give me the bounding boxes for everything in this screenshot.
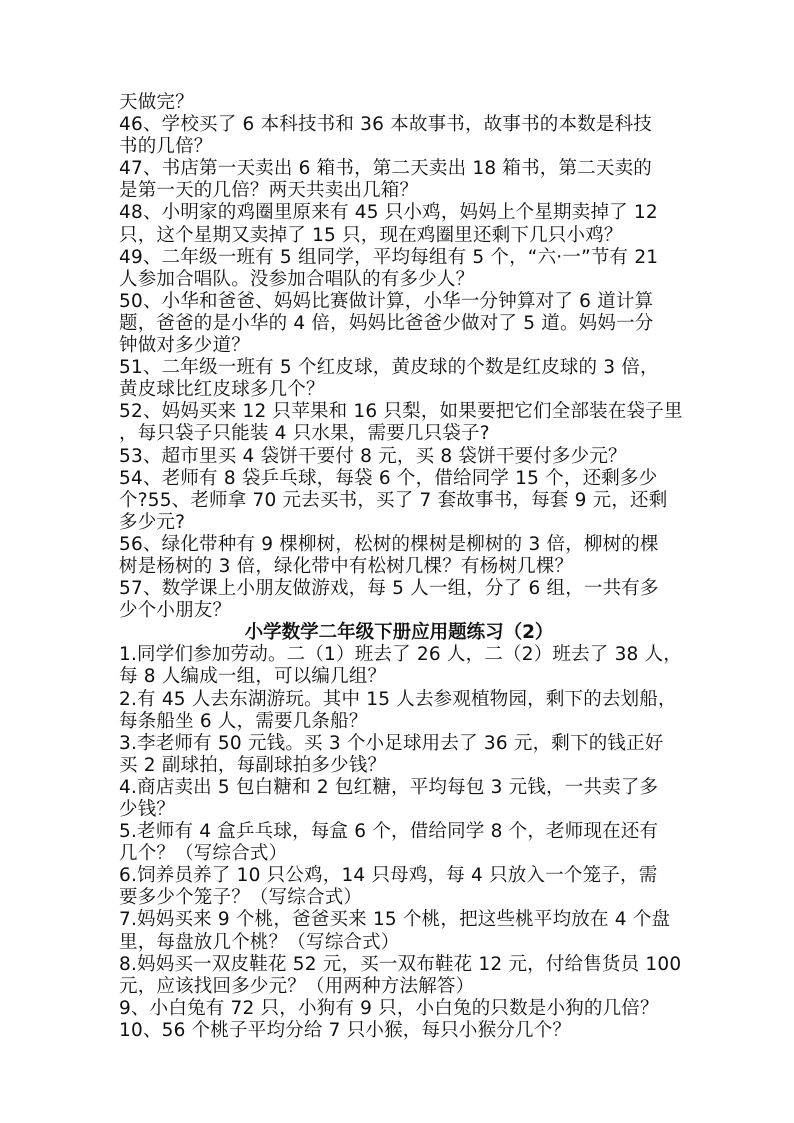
text-line: 10、56 个桃子平均分给 7 只小猴，每只小猴分几个？ — [119, 1019, 572, 1041]
text-line: 46、学校买了 6 本科技书和 36 本故事书，故事书的本数是科技 — [119, 114, 652, 136]
text-line: 天做完？ — [119, 92, 194, 113]
text-line: 51、二年级一班有 5 个红皮球，黄皮球的个数是红皮球的 3 倍， — [119, 357, 659, 379]
text-line: 1.同学们参加劳动。二（1）班去了 26 人，二（2）班去了 38 人， — [119, 644, 682, 666]
text-line: ，每只袋子只能装 4 只水果，需要几只袋子? — [119, 423, 490, 445]
text-line: 7.妈妈买来 9 个桃，爸爸买来 15 个桃，把这些桃平均放在 4 个盘 — [119, 909, 671, 931]
text-line: 4.商店卖出 5 包白糖和 2 包红糖，平均每包 3 元钱，一共卖了多 — [119, 776, 659, 798]
text-line: 每条船坐 6 人，需要几条船？ — [119, 710, 368, 732]
text-line: 47、书店第一天卖出 6 箱书，第二天卖出 18 箱书，第二天卖的 — [119, 158, 652, 180]
text-line: 6.饲养员养了 10 只公鸡，14 只母鸡，每 4 只放入一个笼子，需 — [119, 865, 658, 887]
text-line: 8.妈妈买一双皮鞋花 52 元，买一双布鞋花 12 元，付给售货员 100 — [119, 953, 682, 975]
text-line: 56、绿化带种有 9 棵柳树，松树的棵树是柳树的 3 倍，柳树的棵 — [119, 533, 659, 555]
text-line: 2.有 45 人去东湖游玩。其中 15 人去参观植物园，剩下的去划船， — [119, 688, 677, 710]
text-line: 每 8 人编成一组，可以编几组？ — [119, 666, 387, 688]
text-line: 只，这个星期又卖掉了 15 只，现在鸡圈里还剩下几只小鸡？ — [119, 224, 623, 246]
text-line: 50、小华和爸爸、妈妈比赛做计算，小华一分钟算对了 6 道计算 — [119, 290, 654, 312]
problem-list-part2 — [119, 644, 682, 1042]
problem-list-part1 — [119, 92, 683, 622]
text-line: 5.老师有 4 盒乒乓球，每盒 6 个，借给同学 8 个，老师现在还有 — [119, 821, 659, 843]
text-line: 49、二年级一班有 5 组同学，平均每组有 5 个，“六·一”节有 21 — [119, 246, 659, 268]
text-line: 书的几倍？ — [119, 136, 213, 158]
document-page — [119, 92, 683, 1042]
text-line: 黄皮球比红皮球多几个？ — [119, 379, 325, 401]
text-line: 少钱？ — [119, 799, 176, 820]
text-line: 57、数学课上小朋友做游戏，每 5 人一组，分了 6 组，一共有多 — [119, 578, 659, 600]
text-line: 人参加合唱队。没参加合唱队的有多少人？ — [119, 268, 475, 290]
text-line: 少个小朋友？ — [119, 600, 232, 622]
text-line: 多少元? — [119, 511, 186, 533]
text-line: 几个？（写综合式） — [119, 843, 288, 865]
text-line: 3.李老师有 50 元钱。买 3 个小足球用去了 36 元，剩下的钱正好 — [119, 732, 664, 754]
text-line: 元，应该找回多少元？（用两种方法解答） — [119, 975, 475, 997]
text-line: 题，爸爸的是小华的 4 倍，妈妈比爸爸少做对了 5 道。妈妈一分 — [119, 312, 654, 334]
text-line: 52、妈妈买来 12 只苹果和 16 只梨，如果要把它们全部装在袋子里 — [119, 401, 683, 423]
text-line: 树是杨树的 3 倍，绿化带中有松树几棵？有杨树几棵？ — [119, 555, 574, 577]
text-line: 是第一天的几倍？两天共卖出几箱？ — [119, 180, 419, 202]
text-line: 里，每盘放几个桃？（写综合式） — [119, 931, 400, 953]
section-title: 小学数学二年级下册应用题练习（2） — [244, 622, 554, 644]
text-line: 53、超市里买 4 袋饼干要付 8 元，买 8 袋饼干要付多少元？ — [119, 445, 627, 467]
text-line: 钟做对多少道？ — [119, 335, 250, 357]
text-line: 9、小白兔有 72 只，小狗有 9 只，小白兔的只数是小狗的几倍？ — [119, 997, 659, 1019]
text-line: 买 2 副球拍，每副球拍多少钱？ — [119, 754, 387, 776]
text-line: 48、小明家的鸡圈里原来有 45 只小鸡，妈妈上个星期卖掉了 12 — [119, 202, 658, 224]
text-line: 54、老师有 8 袋乒乓球，每袋 6 个，借给同学 15 个，还剩多少 — [119, 467, 658, 489]
text-line: 个?55、老师拿 70 元去买书，买了 7 套故事书，每套 9 元，还剩 — [119, 489, 668, 511]
text-line: 要多少个笼子？（写综合式） — [119, 887, 363, 909]
